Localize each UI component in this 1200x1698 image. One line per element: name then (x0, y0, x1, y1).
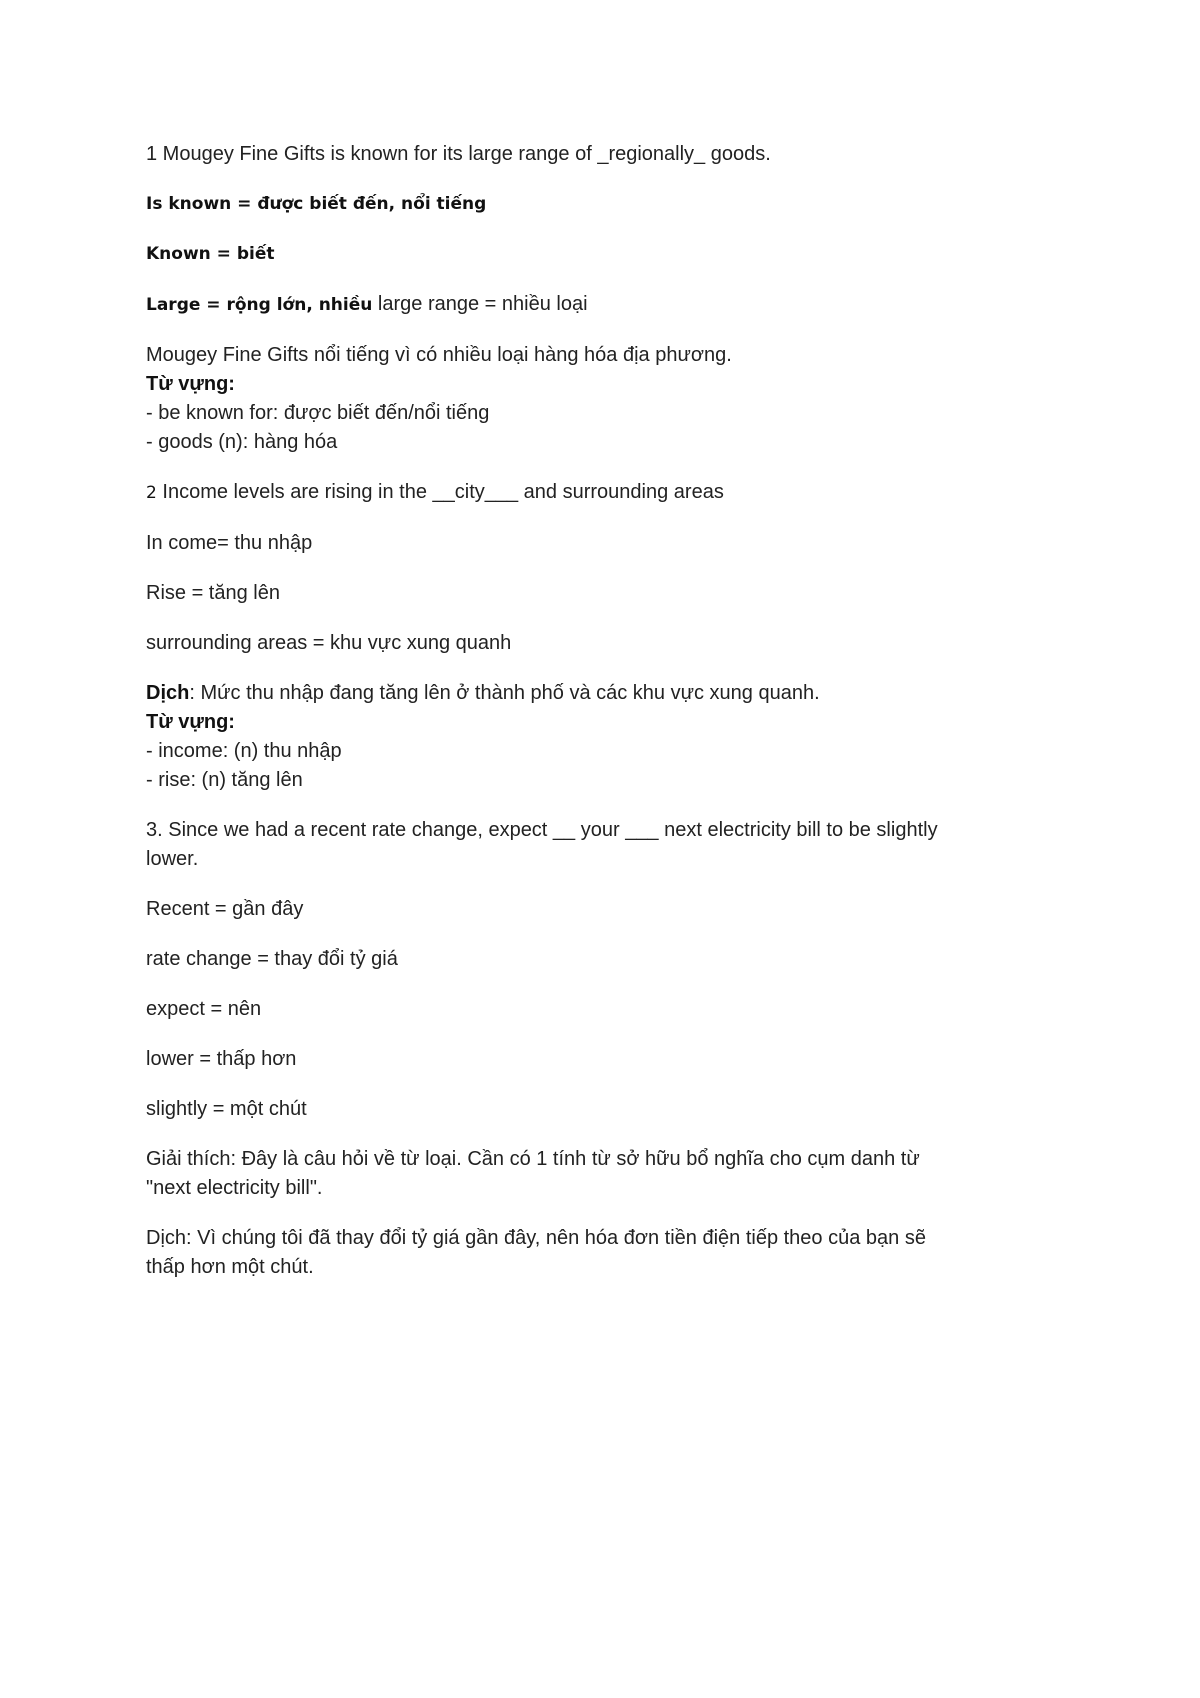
q2-dich-label: Dịch (146, 682, 190, 704)
q3-explanation-line: Giải thích: Đây là câu hỏi về từ loại. Cần có 1 tính từ sở hữu bổ nghĩa cho cụm danh từ (146, 1148, 920, 1170)
q3-translation-line: thấp hơn một chút. (146, 1256, 314, 1278)
q3-question (146, 816, 1046, 874)
q3-vocab-slightly: slightly = một chút (146, 1098, 307, 1120)
q1-vocab-known: Known = biết (146, 244, 275, 264)
q2-vocab-income: In come= thu nhập (146, 532, 313, 554)
q2-vocab-item: - rise: (n) tăng lên (146, 769, 303, 791)
q3-question-line: 3. Since we had a recent rate change, expect __ your ___ next electricity bill to be slightly (146, 819, 938, 841)
q2-vocab-item: - income: (n) thu nhập (146, 740, 342, 762)
q3-vocab-expect: expect = nên (146, 998, 262, 1020)
q1-vocab-item: - goods (n): hàng hóa (146, 431, 338, 453)
q2-vocab-rise: Rise = tăng lên (146, 582, 280, 604)
q3-explanation-line: "next electricity bill". (146, 1177, 323, 1199)
q2-translation (146, 679, 1046, 708)
q2-vocab-heading: Từ vựng: (146, 711, 235, 733)
q2-dich-text: : Mức thu nhập đang tăng lên ở thành phố và các khu vực xung quanh. (189, 682, 820, 704)
q3-explanation (146, 1145, 1046, 1203)
q2-translation-block (146, 679, 1046, 795)
q2-question (146, 478, 1046, 508)
q1-vocab-large-range: large range = nhiều loại (372, 293, 588, 315)
q1-vocab-is-known: Is known = được biết đến, nổi tiếng (146, 194, 487, 214)
q3-translation (146, 1224, 1046, 1282)
q1-vocab-large-term: Large = rộng lớn, nhiều (146, 295, 373, 315)
q2-number: 2 (146, 483, 157, 503)
document-page (146, 140, 1046, 1303)
q3-vocab-recent: Recent = gần đây (146, 898, 304, 920)
q3-translation-line: Dịch: Vì chúng tôi đã thay đổi tỷ giá gần đây, nên hóa đơn tiền điện tiếp theo của bạn sẽ (146, 1227, 926, 1249)
q1-vocab-large (146, 290, 1046, 320)
q2-question-text: Income levels are rising in the __city___ and surrounding areas (156, 481, 724, 503)
q3-vocab-rate-change: rate change = thay đổi tỷ giá (146, 948, 398, 970)
q3-question-line: lower. (146, 848, 199, 870)
q1-question: 1 Mougey Fine Gifts is known for its large range of _regionally_ goods. (146, 143, 771, 165)
q1-translation: Mougey Fine Gifts nổi tiếng vì có nhiều loại hàng hóa địa phương. (146, 344, 732, 366)
q1-vocab-heading: Từ vựng: (146, 373, 235, 395)
q1-translation-block (146, 341, 1046, 457)
q1-vocab-item: - be known for: được biết đến/nổi tiếng (146, 402, 490, 424)
q3-vocab-lower: lower = thấp hơn (146, 1048, 297, 1070)
q2-vocab-surrounding: surrounding areas = khu vực xung quanh (146, 632, 512, 654)
